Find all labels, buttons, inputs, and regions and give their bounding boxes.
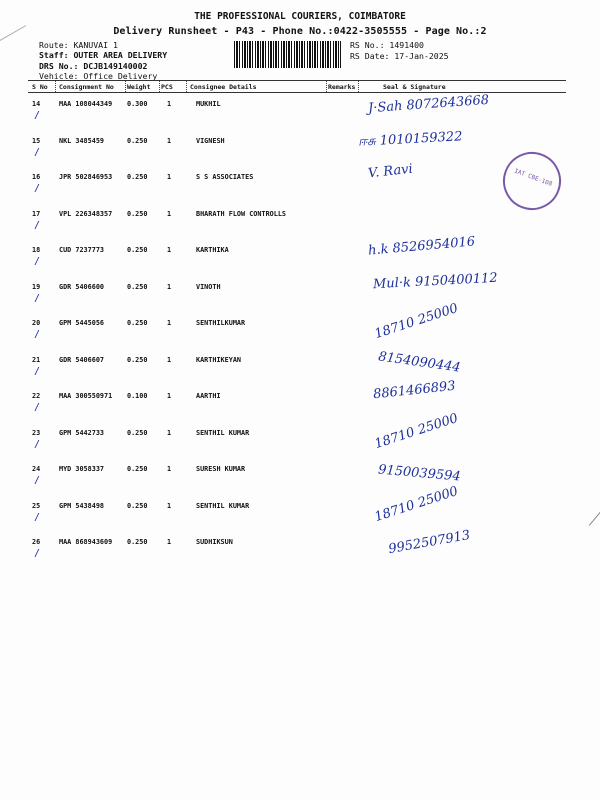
cell-pcs: 1	[167, 319, 172, 327]
cell-weight: 0.250	[127, 355, 148, 364]
table-row	[28, 161, 566, 205]
handwritten-signature: 18710 25000	[372, 300, 461, 343]
handwritten-signature: 9952507913	[387, 527, 472, 558]
handwritten-signature: 18710 25000	[372, 410, 461, 452]
cell-consignment: JPR 502846953	[59, 173, 113, 181]
cell-consignment: VPL 226348357	[59, 209, 113, 218]
tick-mark: /	[34, 511, 41, 523]
cell-sno: 16	[32, 173, 41, 181]
handwritten-signature: J·Sah 8072643668	[367, 92, 490, 117]
cell-consignee: SURESH KUMAR	[196, 465, 246, 473]
tick-mark: /	[34, 146, 41, 158]
cell-weight: 0.250	[127, 282, 148, 291]
cell-consignment: MAA 108044349	[59, 100, 113, 108]
col-weight: Weight	[127, 83, 151, 91]
cell-pcs: 1	[167, 246, 172, 254]
col-consignee: Consignee Details	[190, 83, 257, 91]
cell-pcs: 1	[167, 173, 172, 181]
table-row	[28, 92, 566, 132]
cell-sno: 19	[32, 282, 41, 291]
runsheet-table	[28, 80, 566, 577]
col-pcs: PCS	[161, 83, 173, 91]
cell-consignment: GDR 5406600	[59, 282, 105, 291]
cell-pcs: 1	[167, 428, 172, 437]
cell-consignment: CUD 7237773	[59, 246, 105, 254]
col-remarks: Remarks	[328, 83, 356, 91]
table-header	[28, 81, 566, 93]
handwritten-signature: h.k 8526954016	[367, 234, 476, 259]
route-label: Route: KANUVAI 1	[39, 40, 118, 50]
cell-weight: 0.250	[127, 319, 148, 327]
tick-mark: /	[34, 110, 41, 121]
cell-pcs: 1	[167, 209, 172, 218]
table-row	[28, 527, 566, 570]
cell-consignee: SUDHIKSUN	[196, 538, 233, 546]
cell-pcs: 1	[167, 538, 172, 546]
cell-sno: 21	[32, 355, 41, 364]
tick-mark: /	[34, 219, 41, 231]
cell-consignee: KARTHIKEYAN	[196, 355, 242, 364]
cell-weight: 0.250	[127, 465, 148, 473]
cell-consignee: SENTHILKUMAR	[196, 319, 246, 327]
cell-sno: 17	[32, 209, 41, 218]
tick-mark: /	[34, 292, 41, 304]
cell-consignee: AARTHI	[196, 392, 221, 400]
tick-mark: /	[34, 548, 41, 559]
drs-label: DRS No.: DCJB149140002	[39, 61, 148, 71]
table-row	[28, 205, 566, 242]
handwritten-signature: 9150039594	[377, 462, 462, 485]
col-seal: Seal & Signature	[383, 83, 446, 91]
tick-mark: /	[34, 438, 41, 450]
cell-consignment: GPM 5442733	[59, 428, 105, 437]
cell-sno: 22	[32, 392, 41, 400]
cell-sno: 26	[32, 538, 41, 546]
cell-pcs: 1	[167, 100, 172, 108]
cell-sno: 23	[32, 428, 41, 437]
vehicle-label: Vehicle: Office Delivery	[39, 71, 158, 81]
cell-consignment: GPM 5438498	[59, 501, 105, 510]
cell-pcs: 1	[167, 465, 172, 473]
table-row	[28, 378, 566, 424]
cell-consignment: NKL 3485459	[59, 136, 105, 145]
cell-consignee: SENTHIL KUMAR	[196, 428, 250, 437]
handwritten-signature: 8861466893	[372, 378, 457, 403]
cell-consignee: SENTHIL KUMAR	[196, 501, 250, 510]
handwritten-signature: Mul·k 9150400112	[372, 270, 499, 292]
tick-mark: /	[34, 365, 41, 377]
courier-stamp: IAT CBE-108	[495, 144, 569, 218]
cell-consignee: VIGNESH	[196, 136, 225, 145]
handwritten-signature: 18710 25000	[372, 483, 461, 525]
handwritten-signature: ஈசு 1010159322	[357, 128, 463, 150]
cell-weight: 0.250	[127, 538, 148, 546]
cell-weight: 0.250	[127, 501, 148, 510]
tick-mark: /	[34, 256, 41, 267]
table-row	[28, 483, 566, 534]
table-row	[28, 348, 566, 388]
tick-mark: /	[34, 402, 41, 413]
handwritten-signature: V. Ravi	[367, 161, 414, 182]
tick-mark: /	[34, 183, 41, 194]
cell-consignee: KARTHIKA	[196, 246, 229, 254]
cell-sno: 25	[32, 501, 41, 510]
cell-pcs: 1	[167, 355, 172, 364]
handwritten-signature: 8154090444	[377, 348, 462, 376]
cell-consignment: GDR 5406607	[59, 355, 105, 364]
col-sno: S No	[32, 83, 48, 91]
cell-consignment: GPM 5445056	[59, 319, 105, 327]
tick-mark: /	[34, 329, 41, 340]
rs-date: RS Date: 17-Jan-2025	[350, 51, 449, 61]
cell-sno: 15	[32, 136, 41, 145]
cell-pcs: 1	[167, 282, 172, 291]
cell-weight: 0.250	[127, 173, 148, 181]
cell-consignee: MUKHIL	[196, 100, 221, 108]
cell-weight: 0.100	[127, 392, 148, 400]
table-row	[28, 270, 566, 315]
barcode	[234, 41, 341, 68]
tick-mark: /	[34, 475, 41, 486]
cell-weight: 0.250	[127, 209, 148, 218]
cell-consignment: MYD 3058337	[59, 465, 105, 473]
cell-consignee: S S ASSOCIATES	[196, 173, 254, 181]
margin-mark	[589, 511, 600, 525]
cell-consignee: BHARATH FLOW CONTROLLS	[196, 209, 287, 218]
table-row	[28, 460, 566, 497]
table-row	[28, 410, 566, 461]
runsheet-subtitle: Delivery Runsheet - P43 - Phone No.:0422-3505555 - Page No.:2	[113, 26, 487, 37]
cell-consignment: MAA 300550971	[59, 392, 113, 400]
cell-sno: 14	[32, 100, 41, 108]
cell-pcs: 1	[167, 136, 172, 145]
cell-pcs: 1	[167, 501, 172, 510]
col-consignment: Consignment No	[59, 83, 114, 91]
cell-pcs: 1	[167, 392, 172, 400]
cell-weight: 0.250	[127, 136, 148, 145]
cell-sno: 20	[32, 319, 41, 327]
cell-consignment: MAA 868943609	[59, 538, 113, 546]
cell-consignee: VINOTH	[196, 282, 221, 291]
table-row	[28, 300, 566, 351]
table-row	[28, 128, 566, 169]
cell-sno: 24	[32, 465, 41, 473]
staff-label: Staff: OUTER AREA DELIVERY	[39, 50, 168, 60]
rs-number: RS No.: 1491400	[350, 40, 424, 50]
cell-weight: 0.300	[127, 100, 148, 108]
cell-sno: 18	[32, 246, 41, 254]
cell-weight: 0.250	[127, 246, 148, 254]
cell-weight: 0.250	[127, 428, 148, 437]
company-title: THE PROFESSIONAL COURIERS, COIMBATORE	[194, 11, 406, 22]
